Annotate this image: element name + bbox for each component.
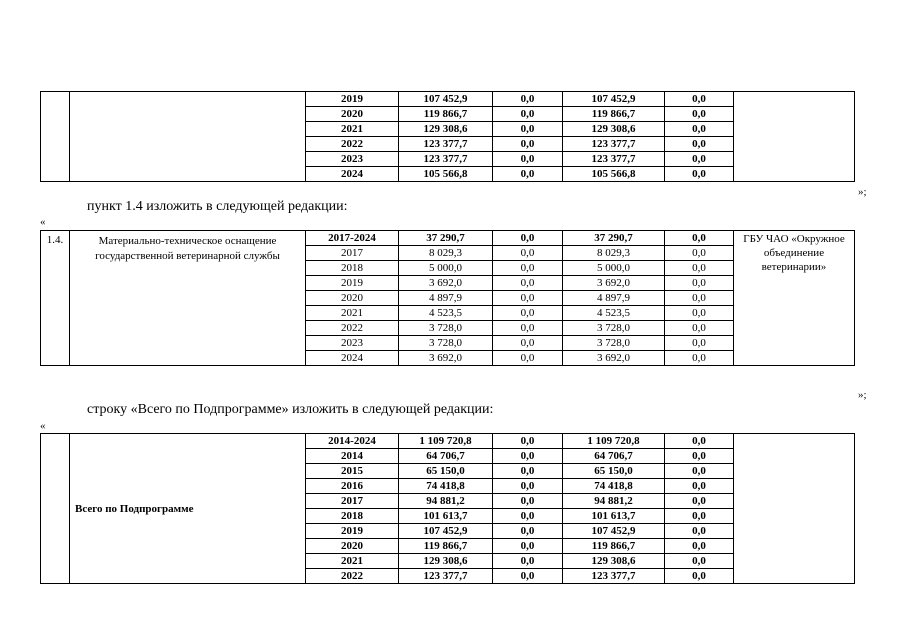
other-cell: 0,0 [665, 464, 734, 479]
total-cell: 4 523,5 [399, 306, 493, 321]
federal-cell: 0,0 [493, 261, 563, 276]
total-cell: 37 290,7 [399, 231, 493, 246]
federal-cell: 0,0 [493, 246, 563, 261]
regional-cell: 107 452,9 [563, 524, 665, 539]
regional-cell: 74 418,8 [563, 479, 665, 494]
federal-cell: 0,0 [493, 107, 563, 122]
regional-cell: 4 523,5 [563, 306, 665, 321]
federal-cell: 0,0 [493, 291, 563, 306]
instruction-paragraph-2: строку «Всего по Подпрограмме» изложить в следующей редакции: [87, 402, 494, 417]
total-cell: 8 029,3 [399, 246, 493, 261]
total-cell: 123 377,7 [399, 569, 493, 584]
item-number-cell: 1.4. [41, 231, 70, 366]
other-cell: 0,0 [665, 306, 734, 321]
year-cell: 2022 [306, 137, 399, 152]
federal-cell: 0,0 [493, 509, 563, 524]
year-cell: 2019 [306, 92, 399, 107]
total-cell: 107 452,9 [399, 524, 493, 539]
total-cell: 105 566,8 [399, 167, 493, 182]
year-cell: 2024 [306, 351, 399, 366]
regional-cell: 119 866,7 [563, 107, 665, 122]
regional-cell: 4 897,9 [563, 291, 665, 306]
table-row [41, 434, 855, 449]
regional-cell: 123 377,7 [563, 137, 665, 152]
federal-cell: 0,0 [493, 92, 563, 107]
table-row [41, 92, 855, 107]
total-cell: 123 377,7 [399, 137, 493, 152]
table-item-1-4 [40, 230, 855, 366]
total-cell: 123 377,7 [399, 152, 493, 167]
total-cell: 119 866,7 [399, 107, 493, 122]
table-subprogram-total [40, 433, 855, 584]
federal-cell: 0,0 [493, 554, 563, 569]
other-cell: 0,0 [665, 539, 734, 554]
regional-cell: 3 692,0 [563, 276, 665, 291]
other-cell: 0,0 [665, 291, 734, 306]
year-cell: 2021 [306, 122, 399, 137]
total-cell: 107 452,9 [399, 92, 493, 107]
other-cell: 0,0 [665, 524, 734, 539]
opening-quote-1: « [40, 216, 46, 228]
federal-cell: 0,0 [493, 276, 563, 291]
federal-cell: 0,0 [493, 306, 563, 321]
year-cell: 2017-2024 [306, 231, 399, 246]
regional-cell: 8 029,3 [563, 246, 665, 261]
other-cell: 0,0 [665, 509, 734, 524]
federal-cell: 0,0 [493, 479, 563, 494]
opening-quote-2: « [40, 420, 46, 432]
federal-cell: 0,0 [493, 152, 563, 167]
year-cell: 2016 [306, 479, 399, 494]
total-cell: 4 897,9 [399, 291, 493, 306]
other-cell: 0,0 [665, 107, 734, 122]
closing-quote-2: »; [858, 389, 867, 401]
other-cell: 0,0 [665, 246, 734, 261]
other-cell: 0,0 [665, 321, 734, 336]
other-cell: 0,0 [665, 92, 734, 107]
regional-cell: 129 308,6 [563, 554, 665, 569]
other-cell: 0,0 [665, 494, 734, 509]
regional-cell: 3 728,0 [563, 336, 665, 351]
other-cell: 0,0 [665, 231, 734, 246]
federal-cell: 0,0 [493, 351, 563, 366]
year-cell: 2018 [306, 509, 399, 524]
year-cell: 2020 [306, 291, 399, 306]
regional-cell: 119 866,7 [563, 539, 665, 554]
federal-cell: 0,0 [493, 434, 563, 449]
executor-cell: ГБУ ЧАО «Окружное объединение ветеринарии» [734, 231, 855, 366]
item-number-cell [41, 92, 70, 182]
other-cell: 0,0 [665, 351, 734, 366]
year-cell: 2017 [306, 246, 399, 261]
total-cell: 101 613,7 [399, 509, 493, 524]
total-cell: 129 308,6 [399, 554, 493, 569]
other-cell: 0,0 [665, 261, 734, 276]
federal-cell: 0,0 [493, 449, 563, 464]
year-cell: 2015 [306, 464, 399, 479]
regional-cell: 37 290,7 [563, 231, 665, 246]
other-cell: 0,0 [665, 336, 734, 351]
item-name-cell: Всего по Подпрограмме [70, 434, 306, 584]
total-cell: 3 728,0 [399, 321, 493, 336]
federal-cell: 0,0 [493, 494, 563, 509]
regional-cell: 64 706,7 [563, 449, 665, 464]
total-cell: 94 881,2 [399, 494, 493, 509]
year-cell: 2019 [306, 276, 399, 291]
regional-cell: 123 377,7 [563, 152, 665, 167]
federal-cell: 0,0 [493, 464, 563, 479]
regional-cell: 3 728,0 [563, 321, 665, 336]
regional-cell: 105 566,8 [563, 167, 665, 182]
federal-cell: 0,0 [493, 231, 563, 246]
year-cell: 2023 [306, 336, 399, 351]
other-cell: 0,0 [665, 569, 734, 584]
item-number-cell [41, 434, 70, 584]
regional-cell: 94 881,2 [563, 494, 665, 509]
federal-cell: 0,0 [493, 336, 563, 351]
other-cell: 0,0 [665, 137, 734, 152]
regional-cell: 5 000,0 [563, 261, 665, 276]
total-cell: 3 692,0 [399, 276, 493, 291]
table-subprogram-continuation [40, 91, 855, 182]
other-cell: 0,0 [665, 479, 734, 494]
closing-quote-1: »; [858, 186, 867, 198]
regional-cell: 65 150,0 [563, 464, 665, 479]
federal-cell: 0,0 [493, 524, 563, 539]
total-cell: 65 150,0 [399, 464, 493, 479]
total-cell: 64 706,7 [399, 449, 493, 464]
total-cell: 119 866,7 [399, 539, 493, 554]
year-cell: 2014-2024 [306, 434, 399, 449]
total-cell: 74 418,8 [399, 479, 493, 494]
federal-cell: 0,0 [493, 539, 563, 554]
year-cell: 2022 [306, 321, 399, 336]
other-cell: 0,0 [665, 434, 734, 449]
year-cell: 2024 [306, 167, 399, 182]
year-cell: 2018 [306, 261, 399, 276]
regional-cell: 123 377,7 [563, 569, 665, 584]
other-cell: 0,0 [665, 276, 734, 291]
regional-cell: 101 613,7 [563, 509, 665, 524]
regional-cell: 107 452,9 [563, 92, 665, 107]
total-cell: 129 308,6 [399, 122, 493, 137]
year-cell: 2020 [306, 539, 399, 554]
regional-cell: 1 109 720,8 [563, 434, 665, 449]
regional-cell: 129 308,6 [563, 122, 665, 137]
other-cell: 0,0 [665, 449, 734, 464]
federal-cell: 0,0 [493, 122, 563, 137]
federal-cell: 0,0 [493, 321, 563, 336]
total-cell: 3 728,0 [399, 336, 493, 351]
total-cell: 3 692,0 [399, 351, 493, 366]
item-name-cell [70, 92, 306, 182]
year-cell: 2014 [306, 449, 399, 464]
total-cell: 5 000,0 [399, 261, 493, 276]
year-cell: 2022 [306, 569, 399, 584]
federal-cell: 0,0 [493, 167, 563, 182]
total-cell: 1 109 720,8 [399, 434, 493, 449]
year-cell: 2021 [306, 306, 399, 321]
year-cell: 2019 [306, 524, 399, 539]
other-cell: 0,0 [665, 167, 734, 182]
executor-cell [734, 92, 855, 182]
other-cell: 0,0 [665, 152, 734, 167]
other-cell: 0,0 [665, 122, 734, 137]
year-cell: 2021 [306, 554, 399, 569]
other-cell: 0,0 [665, 554, 734, 569]
year-cell: 2017 [306, 494, 399, 509]
table-row [41, 231, 855, 246]
instruction-paragraph-1: пункт 1.4 изложить в следующей редакции: [87, 199, 348, 214]
year-cell: 2020 [306, 107, 399, 122]
regional-cell: 3 692,0 [563, 351, 665, 366]
item-name-cell: Материально-техническое оснащение государственной ветеринарной службы [70, 231, 306, 366]
year-cell: 2023 [306, 152, 399, 167]
federal-cell: 0,0 [493, 137, 563, 152]
executor-cell [734, 434, 855, 584]
federal-cell: 0,0 [493, 569, 563, 584]
